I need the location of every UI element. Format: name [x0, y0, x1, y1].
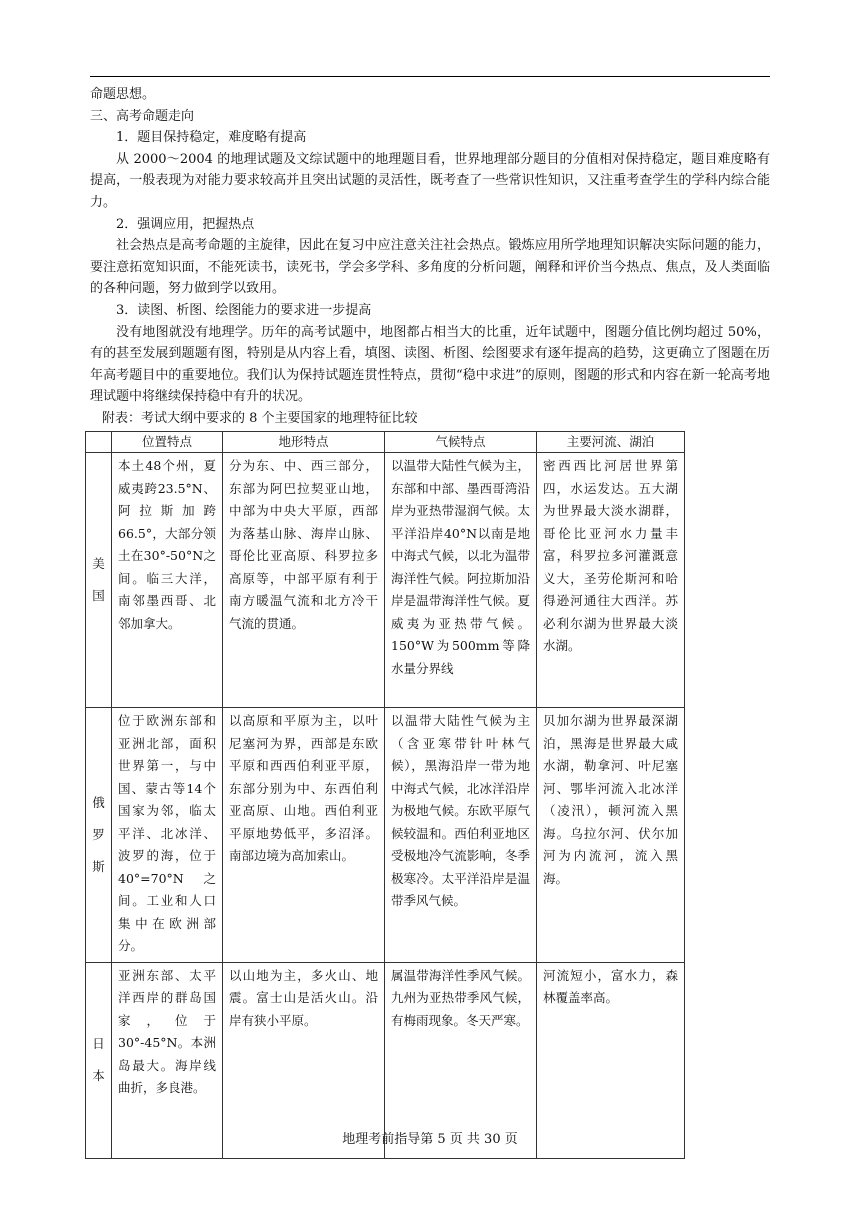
- table-cell: 贝加尔湖为世界最深湖泊，黑海是世界最大咸水湖，勒拿河、叶尼塞河、鄂毕河流入北冰洋（凌汛），顿河流入黑海。乌拉尔河、伏尔加河为内流河，流入黑海。: [537, 708, 685, 963]
- table-cell: 亚洲东部、太平洋西岸的群岛国家，位于30°-45°N。本洲岛最大。海岸线曲折，多良港。: [112, 962, 223, 1158]
- table-cell: 分为东、中、西三部分，东部为阿巴拉契亚山地，中部为中央大平原，西部为落基山脉、海岸山脉、哥伦比亚高原、科罗拉多高原等，中部平原有利于南方暖温气流和北方冷干气流的贯通。: [223, 453, 385, 708]
- country-comparison-table: [85, 431, 685, 1159]
- country-char: 日: [92, 1036, 105, 1051]
- column-header: [86, 432, 112, 453]
- page-footer: 地理考前指导第 5 页 共 30 页: [342, 1132, 518, 1147]
- column-header: 位置特点: [112, 432, 223, 453]
- header-rule: [90, 76, 770, 77]
- country-name: [86, 453, 112, 708]
- paragraph: 三、高考命题走向: [90, 108, 195, 124]
- table-cell: 以高原和平原为主，以叶尼塞河为界，西部是东欧平原和西西伯利亚平原，东部分别为中、东西伯利亚高原、山地。西伯利亚平原地势低平，多沼泽。南部边境为高加索山。: [223, 708, 385, 963]
- paragraph: 2．强调应用，把握热点: [116, 216, 255, 232]
- table-cell: 位于欧洲东部和亚洲北部，面积世界第一，与中国、蒙古等14个国家为邻，临太平洋、北冰洋、波罗的海，位于40°=70°N之间。工业和人口集中在欧洲部分。: [112, 708, 223, 963]
- table-row: [86, 453, 685, 708]
- paragraph: 社会热点是高考命题的主旋律，因此在复习中应注意关注社会热点。锻炼应用所学地理知识解决实际问题的能力，要注意拓宽知识面，不能死读书，读死书，学会多学科、多角度的分析问题，阐释和评价当今热点、焦点，及人类面临的各种问题，努力做到学以致用。: [90, 238, 770, 297]
- paragraph: 命题思想。: [90, 87, 156, 102]
- country-char: 本: [92, 1068, 105, 1083]
- paragraph: 从 2000～2004 的地理试题及文综试题中的地理题目看，世界地理部分题目的分值相对保持稳定，题目难度略有提高，一般表现为对能力要求较高并且突出试题的灵活性，既考查了一些常识性知识，又注重考查学生的学科内综合能力。: [90, 151, 770, 210]
- table-row: [86, 708, 685, 963]
- table-cell: 河流短小，富水力，森林覆盖率高。: [537, 962, 685, 1158]
- table-cell: 密西西比河居世界第四，水运发达。五大湖为世界最大淡水湖群，哥伦比亚河水力量丰富，科罗拉多河灌溉意义大，圣劳伦斯河和哈得逊河通往大西洋。苏必利尔湖为世界最大淡水湖。: [537, 453, 685, 708]
- country-char: 美: [92, 556, 105, 571]
- column-header: 主要河流、湖泊: [537, 432, 685, 453]
- country-char: 俄: [92, 794, 105, 810]
- table-cell: 以温带大陆性气候为主（含亚寒带针叶林气候），黑海沿岸一带为地中海式气候，北冰洋沿岸为极地气候。东欧平原气候较温和。西伯利亚地区受极地冷气流影响，冬季极寒冷。太平洋沿岸是温带季风气候。: [385, 708, 537, 963]
- table-cell: 以山地为主，多火山、地震。富士山是活火山。沿岸有狭小平原。: [223, 962, 385, 1158]
- country-name: [86, 708, 112, 963]
- table-cell: 属温带海洋性季风气候。九州为亚热带季风气候，有梅雨现象。冬天严寒。: [385, 962, 537, 1158]
- table-header-row: [86, 432, 685, 453]
- paragraph: 没有地图就没有地理学。历年的高考试题中，地图都占相当大的比重，近年试题中，图题分值比例均超过 50%，有的甚至发展到题题有图，特别是从内容上看，填图、读图、析图、绘图要求有逐年提高的趋势，这更确立了图题在历年高考题目中的重要地位。我们认为保持试题连贯性特点，贯彻“稳中求进”的原则，图题的形式和内容在新一轮高考地理试题中将继续保持稳中有升的状况。: [90, 324, 770, 405]
- table-caption: 附表：考试大纲中要求的 8 个主要国家的地理特征比较: [102, 410, 418, 426]
- country-char: 国: [92, 588, 105, 603]
- country-char: 罗: [92, 826, 105, 842]
- table-cell: 本土48个州，夏威夷跨23.5°N、阿拉斯加跨66.5°，大部分领土在30°-50°N之间。临三大洋，南邻墨西哥、北邻加拿大。: [112, 453, 223, 708]
- body-text: [90, 84, 770, 430]
- paragraph: 3．读图、析图、绘图能力的要求进一步提高: [116, 302, 372, 318]
- table-cell: 以温带大陆性气候为主，东部和中部、墨西哥湾沿岸为亚热带湿润气候。太平洋沿岸40°N以南是地中海式气候，以北为温带海洋性气候。阿拉斯加沿岸是温带海洋性气候。夏威夷为亚热带气候。150°W为500mm等降水量分界线: [385, 453, 537, 708]
- column-header: 气候特点: [385, 432, 537, 453]
- column-header: 地形特点: [223, 432, 385, 453]
- paragraph: 1．题目保持稳定，难度略有提高: [116, 130, 307, 146]
- country-char: 斯: [92, 858, 105, 874]
